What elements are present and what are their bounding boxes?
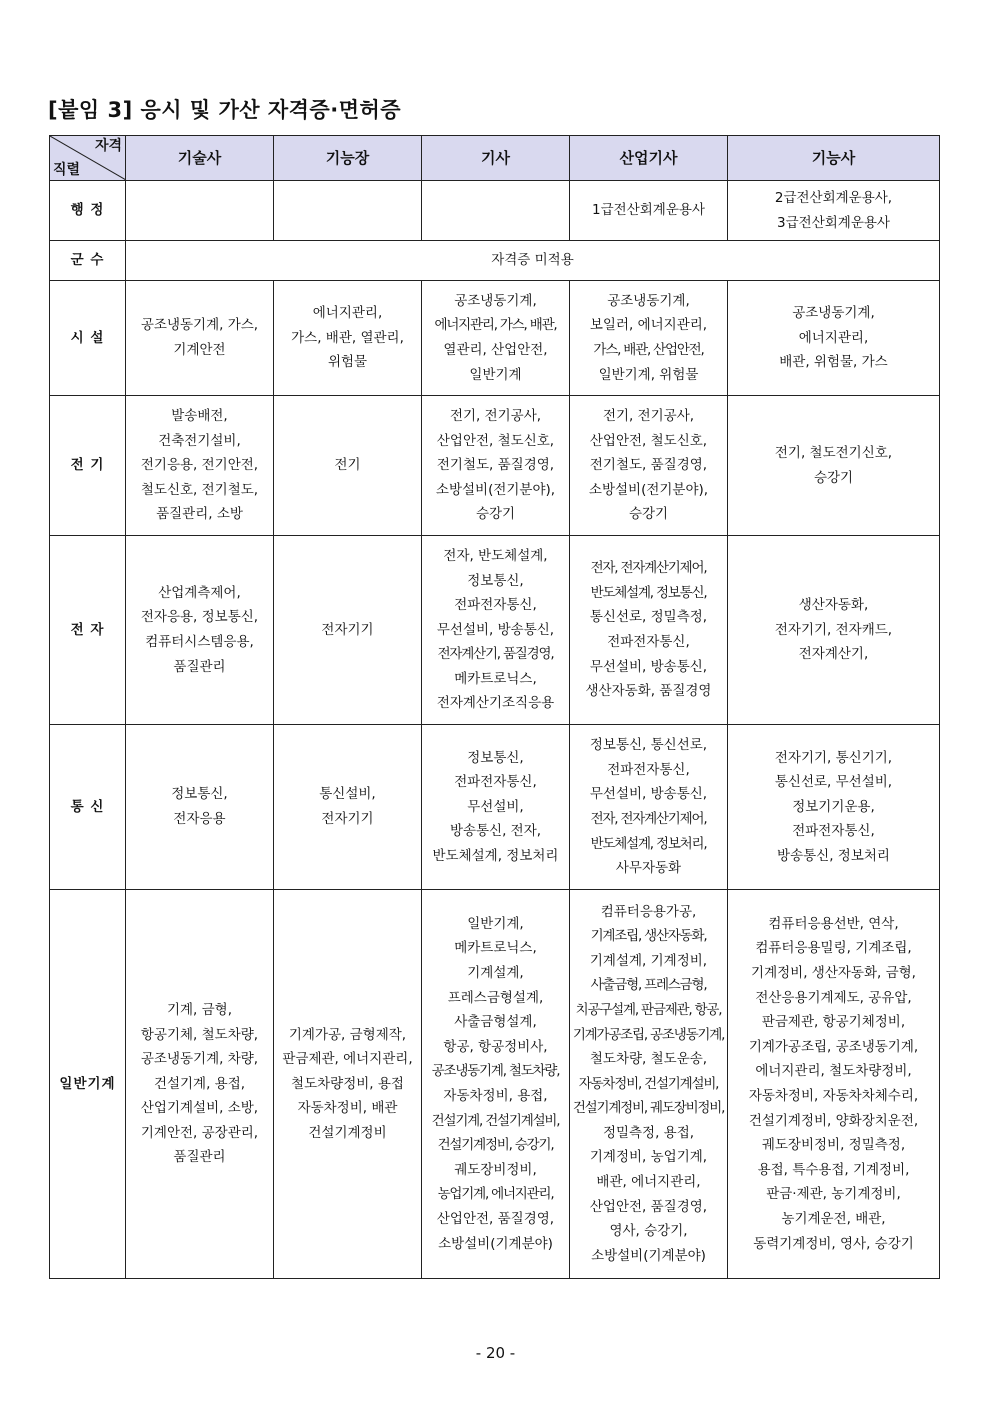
cell-line: 사출금형설계, (454, 1014, 537, 1031)
cell-line: 무선설비, 방송통신, (436, 621, 555, 638)
cell-line: 열관리, 산업안전, (443, 342, 548, 358)
table-cell (728, 281, 940, 396)
cell-line: 프레스금형설계, (447, 989, 544, 1006)
cell-line: 소방설비(전기분야), (588, 481, 709, 498)
cell-line: 철도차량, 철도운송, (589, 1051, 708, 1068)
cell-line: 전파전자통신, (454, 774, 537, 791)
cell-line: 에너지관리, 철도차량정비, (755, 1063, 912, 1080)
cell-line: 공조냉동기계, (454, 292, 537, 309)
cell-line: 전기 (334, 457, 361, 474)
cell-line: 컴퓨터응용밀링, 기계조립, (755, 940, 912, 957)
cell-line: 공조냉동기계, 철도차량, (431, 1063, 560, 1080)
corner-label-series: 직렬 (53, 162, 81, 178)
cell-line: 건설기계정비, 승강기, (437, 1137, 554, 1154)
cell-line: 전산응용기계제도, 공유압, (755, 989, 912, 1006)
cell-line: 항공, 항공정비사, (443, 1038, 548, 1055)
cell-line: 공조냉동기계, 차량, (140, 1051, 259, 1068)
table-cell (422, 890, 570, 1279)
cell-line: 기계설계, 기계정비, (589, 952, 708, 969)
cell-line: 산업기계설비, 소방, (140, 1100, 259, 1117)
cell-line: 통신선로, 무선설비, (774, 774, 893, 791)
corner-label-qualification: 자격 (94, 138, 122, 154)
cell-line: 산업계측제어, (158, 584, 241, 601)
cell-line: 에너지관리, 가스, 배관, (434, 317, 557, 334)
cell-line: 전자, 전자계산기제어, (590, 811, 707, 827)
cell-line: 승강기 (475, 506, 516, 523)
table-cell (728, 890, 940, 1279)
cell-line: 소방설비(기계분야) (438, 1235, 553, 1252)
table-cell (126, 396, 274, 536)
cell-line: 판금·제관, 농기계정비, (766, 1186, 901, 1203)
page-number: - 20 - (475, 1344, 516, 1362)
table-cell (274, 281, 422, 396)
cell-line: 전자, 반도체설계, (443, 547, 548, 564)
table-cell (126, 281, 274, 396)
cell-line: 산업안전, 철도신호, (589, 432, 708, 449)
cell-line: 산업안전, 품질경영, (589, 1198, 708, 1215)
table-cell (422, 281, 570, 396)
cell-line: 기계안전 (173, 342, 226, 358)
cell-line: 메카트로닉스, (454, 670, 537, 687)
header-row (50, 136, 940, 181)
cell-line: 정보통신, (467, 749, 524, 766)
table-cell (126, 181, 274, 241)
column-header: 기능장 (274, 136, 422, 181)
table-cell (728, 396, 940, 536)
cell-line: 에너지관리, (312, 305, 383, 322)
cell-line: 건설기계, 건설기계설비, (431, 1112, 560, 1129)
cell-line: 정보통신, (171, 786, 228, 803)
table-cell (570, 536, 728, 725)
cell-line: 궤도장비정비, (454, 1161, 537, 1178)
cell-line: 품질관리 (173, 1149, 226, 1166)
cell-line: 판금제관, 에너지관리, (282, 1051, 413, 1068)
row-header: 전 자 (50, 536, 126, 725)
corner-header-cell (50, 136, 126, 181)
cell-line: 가스, 배관, 열관리, (291, 329, 404, 346)
cell-line: 통신선로, 정밀측정, (589, 609, 708, 626)
cell-line: 전파전자통신, (607, 761, 690, 778)
cell-line: 컴퓨터시스템응용, (145, 634, 254, 650)
cell-line: 자동차정비, 용접, (443, 1088, 548, 1104)
column-header: 산업기사 (570, 136, 728, 181)
cell-line: 기계가공, 금형제작, (288, 1026, 407, 1043)
cell-line: 산업안전, 철도신호, (436, 432, 555, 449)
cell-line: 동력기계정비, 영사, 승강기 (753, 1235, 914, 1252)
table-row (50, 536, 940, 725)
cell-line: 2급전산회계운용사, (774, 189, 893, 206)
merged-cell: 자격증 미적용 (126, 241, 940, 281)
cell-line: 정밀측정, 용접, (602, 1124, 695, 1141)
cell-line: 전자계산기조직응용 (436, 695, 555, 712)
cell-line: 1급전산회계운용사 (592, 202, 705, 219)
table-cell (728, 536, 940, 725)
cell-line: 산업안전, 품질경영, (436, 1210, 555, 1227)
cell-line: 자동차정비, 자동차차체수리, (748, 1088, 919, 1104)
table-row (50, 281, 940, 396)
cell-line: 전파전자통신, (454, 597, 537, 614)
cell-line: 기계, 금형, (166, 1001, 233, 1018)
cell-line: 승강기 (628, 506, 669, 523)
table-row (50, 181, 940, 241)
cell-line: 전기철도, 품질경영, (436, 457, 555, 474)
cell-line: 품질관리 (173, 658, 226, 675)
cell-line: 기계설계, (467, 965, 524, 982)
table-cell (126, 536, 274, 725)
column-header: 기술사 (126, 136, 274, 181)
cell-line: 소방설비(기계분야) (591, 1247, 706, 1264)
cell-line: 전자, 전자계산기제어, (590, 560, 707, 577)
cell-line: 반도체설계, 정보처리 (432, 847, 559, 864)
qualification-table (49, 135, 940, 1279)
table-cell (274, 536, 422, 725)
cell-line: 일반기계 (469, 366, 522, 383)
table-cell (570, 281, 728, 396)
cell-line: 정보통신, (467, 572, 524, 589)
cell-line: 무선설비, 방송통신, (589, 658, 708, 675)
cell-line: 전자응용 (173, 811, 226, 827)
cell-line: 컴퓨터응용선반, 연삭, (768, 915, 899, 932)
cell-line: 생산자동화, (798, 597, 869, 614)
cell-line: 정보통신, 통신선로, (589, 737, 708, 754)
table-cell (274, 890, 422, 1279)
cell-line: 건축전기설비, (158, 432, 241, 449)
cell-line: 반도체설계, 정보통신, (590, 584, 707, 601)
cell-line: 항공기체, 철도차량, (140, 1026, 259, 1043)
cell-line: 공조냉동기계, (607, 292, 690, 309)
cell-line: 건설기계정비 (308, 1124, 387, 1141)
table-cell (570, 181, 728, 241)
column-header: 기능사 (728, 136, 940, 181)
cell-line: 공조냉동기계, 가스, (140, 317, 259, 334)
row-header: 군 수 (50, 241, 126, 281)
table-cell (422, 725, 570, 890)
table-row (50, 725, 940, 890)
table-cell (126, 725, 274, 890)
cell-line: 통신설비, (319, 786, 376, 803)
cell-line: 용접, 특수용접, 기계정비, (757, 1161, 910, 1178)
cell-line: 무선설비, (467, 798, 524, 815)
cell-line: 전기응용, 전기안전, (140, 457, 259, 474)
cell-line: 방송통신, 정보처리 (777, 847, 890, 864)
row-header: 행 정 (50, 181, 126, 241)
table-cell (570, 890, 728, 1279)
cell-line: 일반기계, (467, 915, 524, 932)
table-cell (570, 396, 728, 536)
cell-line: 전자계산기, 품질경영, (437, 646, 554, 663)
cell-line: 전기철도, 품질경영, (589, 457, 708, 474)
cell-line: 전자기기 (321, 621, 374, 638)
cell-line: 철도신호, 전기철도, (140, 481, 259, 498)
cell-line: 치공구설계, 판금제관, 항공, (575, 1001, 722, 1018)
table-cell (728, 725, 940, 890)
cell-line: 전자기기, 통신기기, (774, 749, 893, 766)
cell-line: 자동차정비, 배관 (297, 1100, 398, 1117)
cell-line: 반도체설계, 정보처리, (590, 835, 707, 852)
table-cell (422, 396, 570, 536)
table-cell (570, 725, 728, 890)
cell-line: 전파전자통신, (792, 823, 875, 840)
cell-line: 공조냉동기계, (792, 305, 875, 322)
cell-line: 농기계운전, 배관, (781, 1210, 886, 1227)
cell-line: 정보기기운용, (792, 798, 875, 815)
table-row (50, 241, 940, 281)
cell-line: 건설기계정비, 양화장치운전, (748, 1112, 919, 1129)
cell-line: 기계정비, 생산자동화, 금형, (751, 965, 916, 982)
cell-line: 3급전산회계운용사 (777, 214, 890, 231)
cell-line: 전파전자통신, (607, 634, 690, 650)
table-row (50, 890, 940, 1279)
table-cell (274, 396, 422, 536)
cell-line: 기계조립, 생산자동화, (590, 928, 707, 945)
cell-line: 전기, 철도전기신호, (774, 444, 893, 461)
table-cell (126, 890, 274, 1279)
row-header: 통 신 (50, 725, 126, 890)
cell-line: 전자기기, 전자캐드, (774, 621, 893, 638)
cell-line: 자동차정비, 건설기계설비, (578, 1075, 719, 1092)
cell-line: 전기, 전기공사, (602, 408, 695, 425)
cell-line: 판금제관, 항공기체정비, (761, 1014, 906, 1031)
row-header: 시 설 (50, 281, 126, 396)
cell-line: 사무자동화 (615, 860, 682, 877)
table-cell (274, 181, 422, 241)
cell-line: 기계정비, 농업기계, (589, 1149, 708, 1166)
cell-line: 컴퓨터응용가공, (600, 903, 697, 920)
cell-line: 사출금형, 프레스금형, (590, 977, 707, 994)
page-title: [붙임 3] 응시 및 가산 자격증·면허증 (48, 98, 402, 122)
column-header: 기사 (422, 136, 570, 181)
table-cell (422, 536, 570, 725)
cell-line: 철도차량정비, 용접 (291, 1075, 404, 1092)
cell-line: 배관, 위험물, 가스 (779, 354, 888, 371)
cell-line: 기계가공조립, 공조냉동기계, (748, 1038, 919, 1055)
cell-line: 승강기 (813, 469, 854, 486)
cell-line: 영사, 승강기, (609, 1223, 688, 1240)
cell-line: 무선설비, 방송통신, (589, 786, 708, 803)
cell-line: 건설기계, 용접, (153, 1075, 246, 1092)
cell-line: 궤도장비정비, 정밀측정, (761, 1137, 906, 1154)
cell-line: 건설기계정비, 궤도장비정비, (572, 1100, 725, 1117)
table-row (50, 396, 940, 536)
cell-line: 전자기기 (321, 811, 374, 827)
cell-line: 에너지관리, (798, 329, 869, 346)
cell-line: 배관, 에너지관리, (596, 1174, 701, 1191)
cell-line: 기계가공조립, 공조냉동기계, (572, 1026, 725, 1043)
cell-line: 메카트로닉스, (454, 940, 537, 957)
table-cell (728, 181, 940, 241)
cell-line: 방송통신, 전자, (449, 823, 542, 840)
cell-line: 농업기계, 에너지관리, (437, 1186, 554, 1203)
cell-line: 소방설비(전기분야), (435, 481, 556, 498)
cell-line: 생산자동화, 품질경영 (585, 683, 712, 700)
cell-line: 위험물 (327, 354, 368, 371)
cell-line: 발송배전, (171, 408, 228, 425)
cell-line: 품질관리, 소방 (156, 506, 243, 523)
row-header: 일반기계 (50, 890, 126, 1279)
cell-line: 일반기계, 위험물 (598, 366, 699, 383)
cell-line: 전자계산기, (798, 646, 869, 663)
cell-line: 가스, 배관, 산업안전, (593, 342, 704, 358)
table-cell (274, 725, 422, 890)
table-cell (422, 181, 570, 241)
cell-line: 전자응용, 정보통신, (140, 609, 259, 626)
cell-line: 기계안전, 공장관리, (140, 1124, 259, 1141)
cell-line: 보일러, 에너지관리, (589, 317, 708, 334)
row-header: 전 기 (50, 396, 126, 536)
cell-line: 전기, 전기공사, (449, 408, 542, 425)
